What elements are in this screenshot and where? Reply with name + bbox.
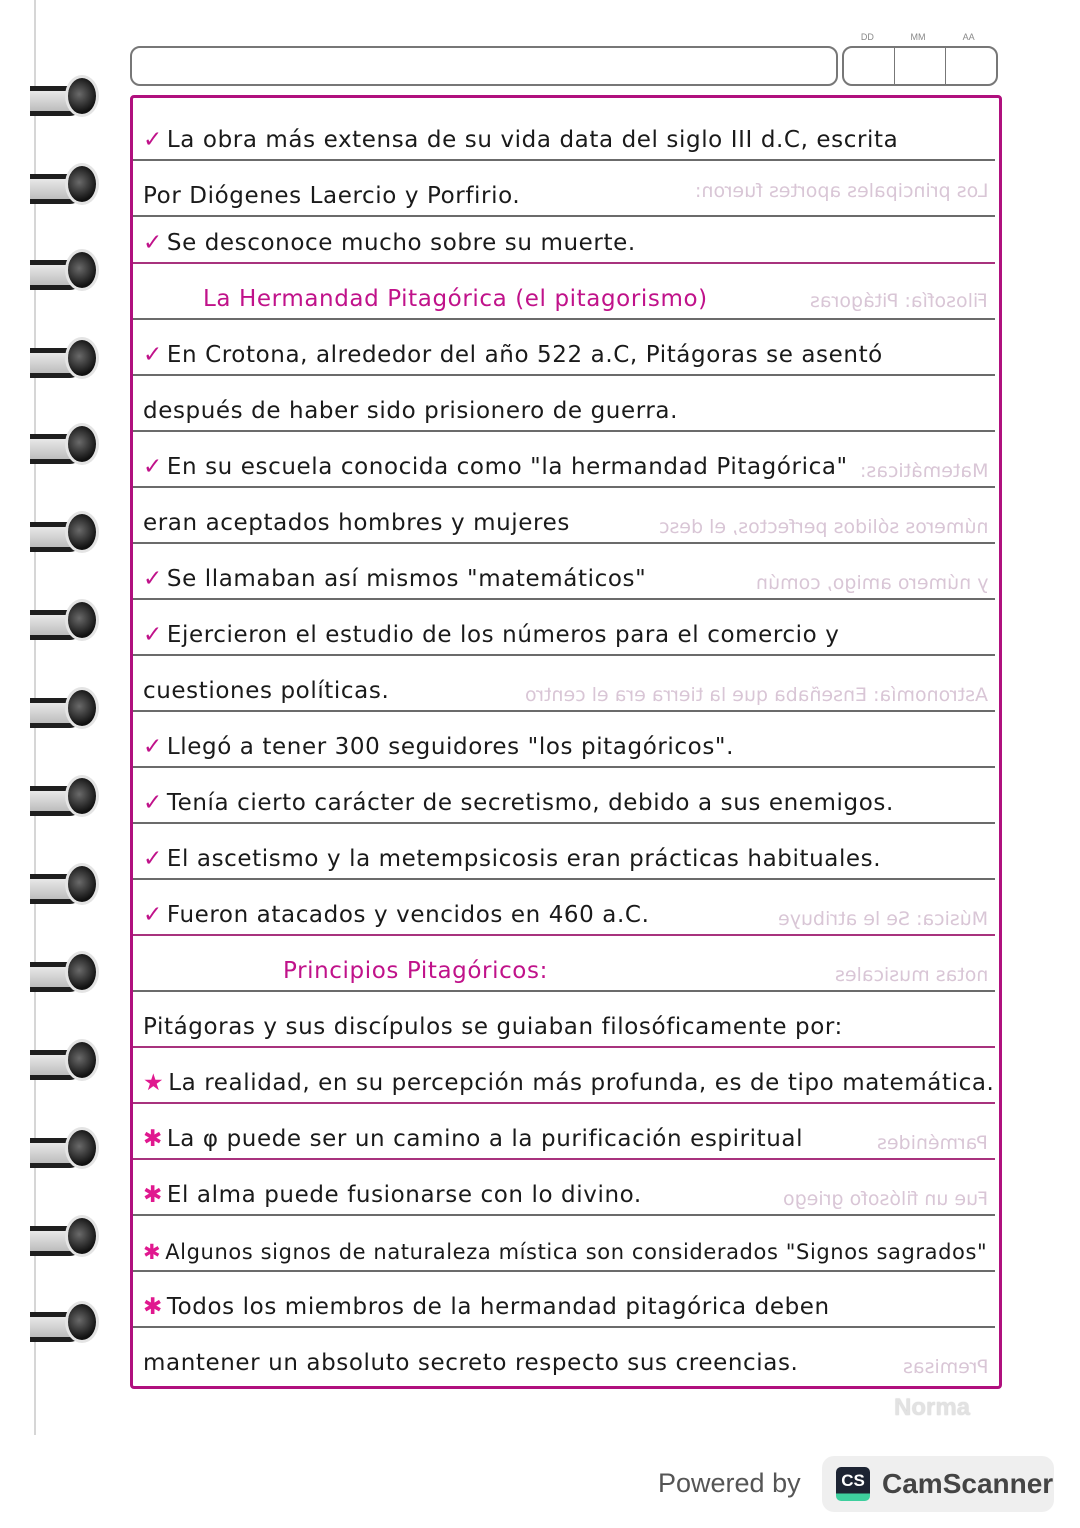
note-text: Se desconoce mucho sobre su muerte.	[166, 230, 636, 256]
bleed-through-text: Premisas	[902, 1356, 988, 1378]
note-line	[133, 1160, 995, 1216]
note-line	[133, 376, 995, 432]
note-line	[133, 656, 995, 712]
spiral-ring	[30, 334, 98, 384]
notebook-brand-logo: Norma	[894, 1394, 971, 1421]
bleed-through-text: Filosofía: Pitágoras	[810, 290, 988, 312]
spiral-ring	[30, 596, 98, 646]
asterisk-icon: ✱	[143, 1240, 162, 1264]
note-line	[133, 712, 995, 768]
heading-text: La Hermandad Pitagórica (el pitagorismo)	[203, 286, 708, 312]
note-line	[133, 1104, 995, 1160]
checkmark-icon: ✓	[143, 127, 163, 153]
date-labels	[842, 32, 994, 42]
note-text: Tenía cierto carácter de secretismo, debido a sus enemigos.	[166, 790, 894, 816]
note-text: Todos los miembros de la hermandad pitagórica deben	[166, 1294, 830, 1320]
date-label-month: MM	[910, 32, 926, 42]
spiral-ring	[30, 684, 98, 734]
spiral-ring	[30, 1124, 98, 1174]
bleed-through-text: Parménides	[877, 1132, 988, 1154]
section-heading	[133, 936, 995, 992]
spiral-ring	[30, 508, 98, 558]
bleed-through-text: Fue un filósofo griego	[782, 1188, 988, 1210]
note-text: Ejercieron el estudio de los números para el comercio y	[166, 622, 840, 648]
checkmark-icon: ✓	[143, 790, 163, 816]
section-heading	[133, 264, 995, 320]
spiral-ring	[30, 772, 98, 822]
note-text: El ascetismo y la metempsicosis eran prácticas habituales.	[166, 846, 882, 872]
note-line	[133, 105, 995, 161]
camscanner-logo-icon: CS	[836, 1467, 870, 1501]
note-line	[133, 824, 995, 880]
bleed-through-text: notas musicales	[834, 964, 988, 986]
spiral-ring	[30, 160, 98, 210]
note-text: Se llamaban así mismos "matemáticos"	[166, 566, 647, 592]
checkmark-icon: ✓	[143, 846, 163, 872]
checkmark-icon: ✓	[143, 566, 163, 592]
spiral-ring	[30, 948, 98, 998]
note-text: El alma puede fusionarse con lo divino.	[166, 1182, 642, 1208]
bleed-through-text: Los principales aportes fueron:	[694, 180, 988, 202]
note-text: eran aceptados hombres y mujeres	[143, 510, 570, 536]
spiral-ring	[30, 860, 98, 910]
note-text: Algunos signos de naturaleza mística son considerados "Signos sagrados"	[165, 1240, 988, 1264]
note-text: cuestiones políticas.	[143, 678, 390, 704]
note-line	[133, 880, 995, 936]
note-line	[133, 1216, 995, 1272]
note-text: En su escuela conocida como "la hermandad Pitagórica"	[166, 454, 848, 480]
asterisk-icon: ✱	[143, 1294, 163, 1320]
bleed-through-text: Astronomía: Enseñaba que la tierra era el centro	[525, 684, 988, 706]
note-line	[133, 1272, 995, 1328]
note-text: En Crotona, alrededor del año 522 a.C, Pitágoras se asentó	[166, 342, 883, 368]
note-line	[133, 1326, 995, 1382]
checkmark-icon: ✓	[143, 230, 163, 256]
note-line	[133, 1048, 995, 1104]
date-day-cell	[844, 48, 895, 84]
note-text: Pitágoras y sus discípulos se guiaban filosóficamente por:	[143, 1014, 843, 1040]
note-text: mantener un absoluto secreto respecto sus creencias.	[143, 1350, 799, 1376]
date-year-cell	[946, 48, 996, 84]
date-label-day: DD	[860, 32, 874, 42]
note-text: después de haber sido prisionero de guerra.	[143, 398, 679, 424]
spiral-ring	[30, 1298, 98, 1348]
checkmark-icon: ✓	[143, 734, 163, 760]
note-text: La obra más extensa de su vida data del siglo III d.C, escrita	[166, 127, 899, 153]
note-line	[133, 320, 995, 376]
checkmark-icon: ✓	[143, 902, 163, 928]
bleed-through-text: números sólidos perfectos, el desc	[658, 516, 988, 538]
title-field	[130, 46, 838, 86]
checkmark-icon: ✓	[143, 454, 163, 480]
powered-by-label: Powered by	[658, 1468, 801, 1498]
note-text: Llegó a tener 300 seguidores "los pitagóricos".	[166, 734, 735, 760]
date-field	[842, 46, 998, 86]
checkmark-icon: ✓	[143, 622, 163, 648]
camscanner-badge[interactable]	[822, 1456, 1054, 1512]
bleed-through-text: Matemáticas:	[859, 460, 988, 482]
note-line	[133, 992, 995, 1048]
asterisk-icon: ✱	[143, 1182, 163, 1208]
note-line	[133, 432, 995, 488]
checkmark-icon: ✓	[143, 342, 163, 368]
note-line	[133, 600, 995, 656]
spiral-ring	[30, 1036, 98, 1086]
spiral-ring	[30, 1212, 98, 1262]
spiral-ring	[30, 72, 98, 122]
note-line	[133, 768, 995, 824]
note-line	[133, 488, 995, 544]
date-label-year: AA	[962, 32, 975, 42]
note-text: La realidad, en su percepción más profunda, es de tipo matemática.	[168, 1070, 995, 1096]
bleed-through-text: Música: Se le atribuye	[777, 908, 988, 930]
note-line	[133, 544, 995, 600]
note-text: La φ puede ser un camino a la purificación espiritual	[166, 1126, 804, 1152]
camscanner-name: CamScanner	[882, 1468, 1054, 1499]
bleed-through-text: y número amigo, común	[755, 572, 988, 594]
star-icon: ★	[143, 1070, 165, 1096]
note-text: Por Diógenes Laercio y Porfirio.	[143, 183, 521, 209]
heading-text: Principios Pitagóricos:	[283, 958, 548, 984]
date-month-cell	[895, 48, 946, 84]
note-line	[133, 208, 995, 264]
spiral-ring	[30, 420, 98, 470]
spiral-ring	[30, 246, 98, 296]
note-text: Fueron atacados y vencidos en 460 a.C.	[166, 902, 650, 928]
asterisk-icon: ✱	[143, 1126, 163, 1152]
